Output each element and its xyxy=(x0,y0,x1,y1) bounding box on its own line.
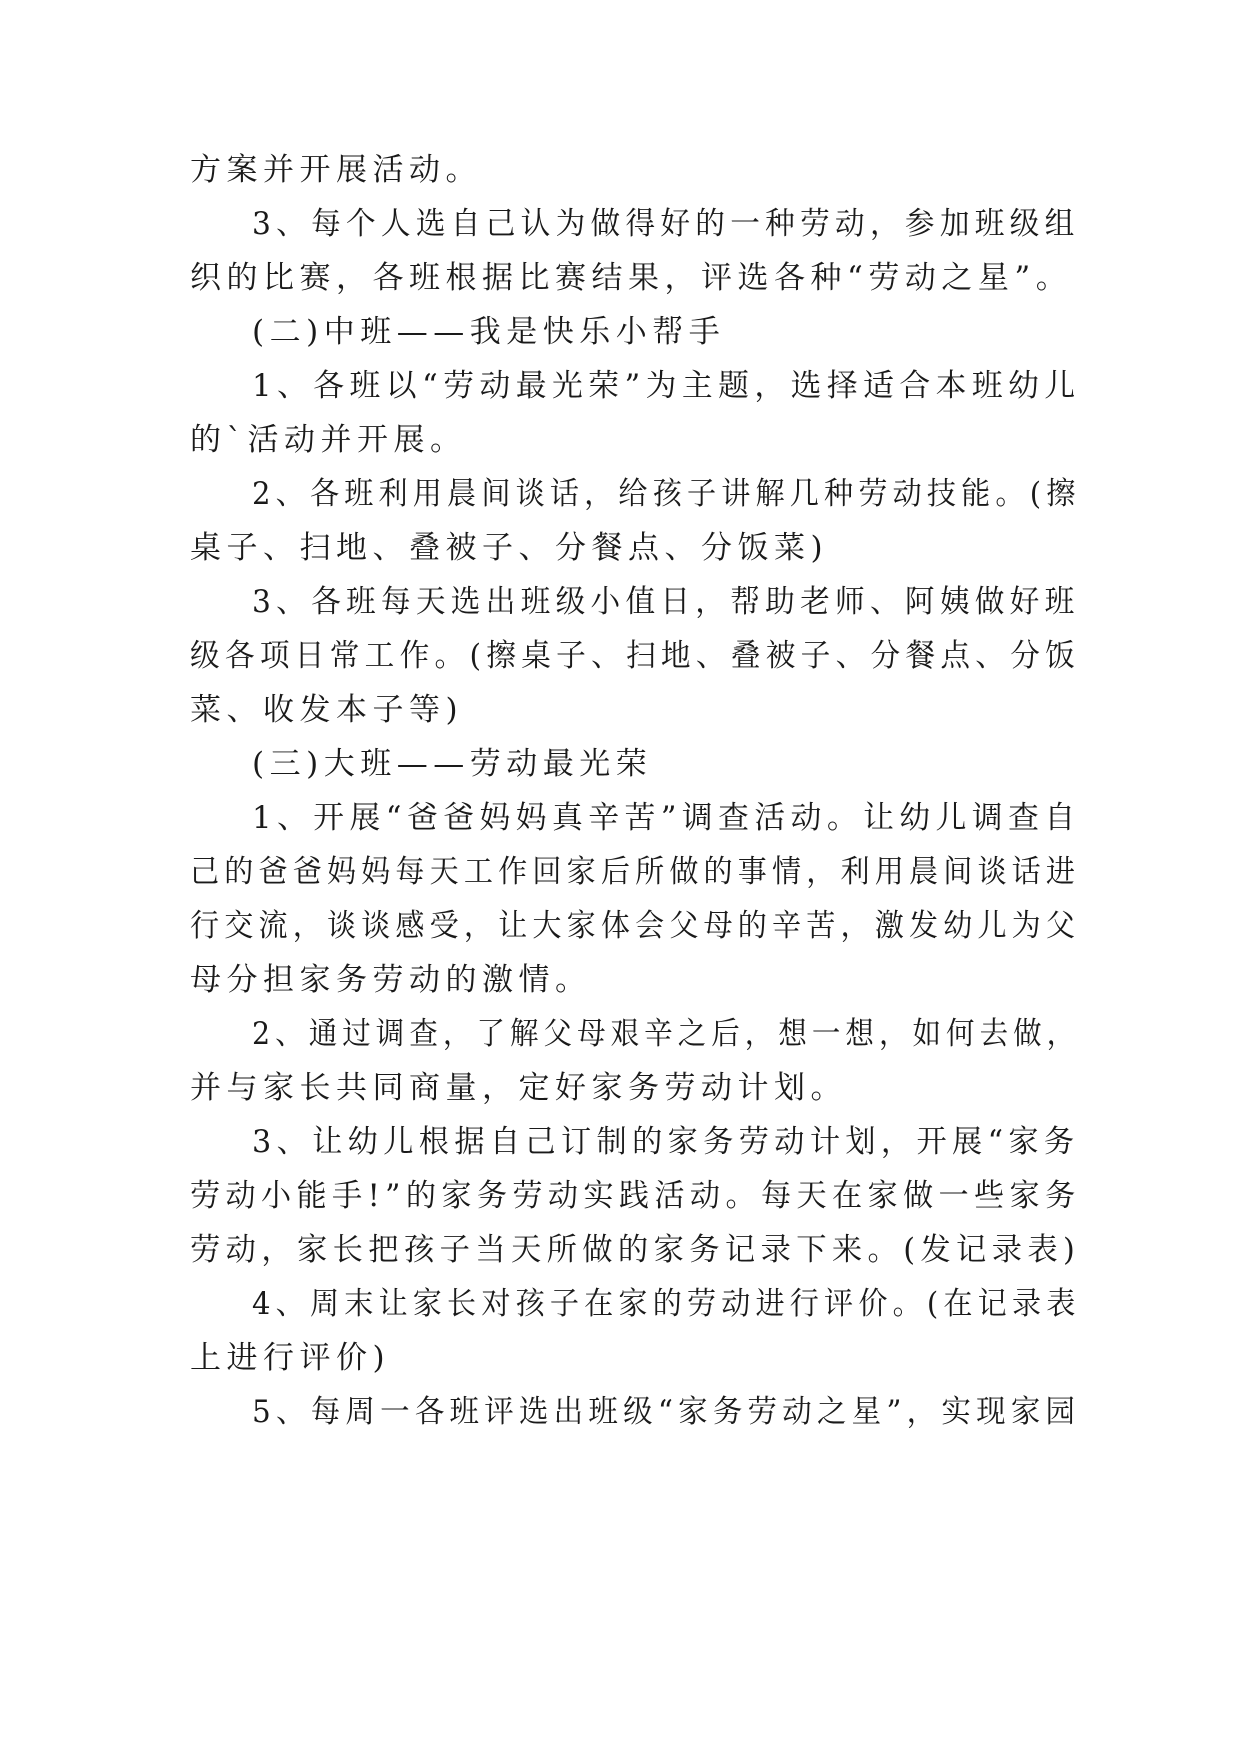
text-line: 3、各班每天选出班级小值日，帮助老师、阿姨做好班 xyxy=(252,584,1080,620)
text-line: 行交流，谈谈感受，让大家体会父母的辛苦，激发幼儿为父 xyxy=(190,908,1081,944)
section-heading: (二)中班——我是快乐小帮手 xyxy=(252,314,726,350)
text-line: 劳动，家长把孩子当天所做的家务记录下来。(发记录表) xyxy=(190,1232,1081,1268)
text-line: 1、各班以“劳动最光荣”为主题，选择适合本班幼儿 xyxy=(252,368,1081,404)
text-line: 劳动小能手!”的家务劳动实践活动。每天在家做一些家务 xyxy=(190,1178,1081,1214)
text-line: 的`活动并开展。 xyxy=(190,422,467,458)
text-line: 2、通过调查，了解父母艰辛之后，想一想，如何去做， xyxy=(252,1016,1081,1052)
text-line: 并与家长共同商量，定好家务劳动计划。 xyxy=(190,1070,847,1106)
text-line: 桌子、扫地、叠被子、分餐点、分饭菜) xyxy=(190,530,829,566)
section-heading: (三)大班——劳动最光荣 xyxy=(252,746,653,782)
text-line: 3、每个人选自己认为做得好的一种劳动，参加班级组 xyxy=(252,206,1080,242)
text-line: 1、开展“爸爸妈妈真辛苦”调查活动。让幼儿调查自 xyxy=(252,800,1081,836)
text-line: 菜、收发本子等) xyxy=(190,692,464,728)
text-line: 织的比赛，各班根据比赛结果，评选各种“劳动之星”。 xyxy=(190,260,1073,296)
text-line: 己的爸爸妈妈每天工作回家后所做的事情，利用晨间谈话进 xyxy=(190,854,1081,890)
text-line: 母分担家务劳动的激情。 xyxy=(190,962,592,998)
text-line: 5、每周一各班评选出班级“家务劳动之星”，实现家园 xyxy=(252,1394,1081,1430)
text-line: 级各项日常工作。(擦桌子、扫地、叠被子、分餐点、分饭 xyxy=(190,638,1081,674)
text-line: 4、周末让家长对孩子在家的劳动进行评价。(在记录表 xyxy=(252,1286,1081,1322)
text-line: 3、让幼儿根据自己订制的家务劳动计划，开展“家务 xyxy=(252,1124,1080,1160)
text-line: 方案并开展活动。 xyxy=(190,152,482,188)
text-line: 2、各班利用晨间谈话，给孩子讲解几种劳动技能。(擦 xyxy=(252,476,1081,512)
text-line: 上进行评价) xyxy=(190,1340,391,1376)
